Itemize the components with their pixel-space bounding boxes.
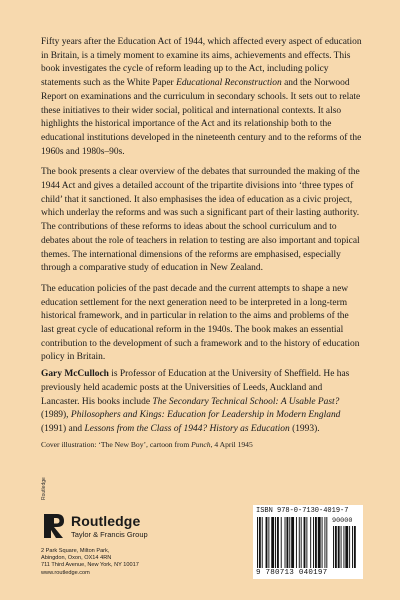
publisher-name: Routledge [71,513,141,529]
barcode-bar [268,517,269,568]
isbn-barcode [253,505,363,579]
addon-bar [338,526,340,568]
publisher-vertical-mark: Routledge [41,477,47,500]
addon-bar [345,526,348,568]
barcode-bar [281,517,282,568]
blurb-paragraph-2 [41,166,363,276]
addon-bar [343,526,344,568]
text-run: and the Norwood Report on examinations and the curriculum in secondary schools. It sets out to relate these initiatives to their wider social, political and international contexts. It also highlights the historical importance of the Act and its relationship both to the educational institutions developed in the nineteenth century and to the reforms of the 1960s and 1980s–90s. [41,78,362,157]
barcode-bar [299,517,300,568]
barcode-bar [259,517,261,568]
address-line: 2 Park Square, Milton Park, [41,548,110,554]
italic-title: Philosophers and Kings: Education for Leadership in Modern England [70,410,341,421]
addon-bar [333,526,334,568]
addon-bar [341,526,342,568]
barcode-bar [304,517,306,568]
barcode-bar [271,517,274,568]
barcode-bar [326,517,327,568]
barcode-bar [324,517,325,568]
price-addon-digits: 90000 [332,517,353,525]
text-run: (1991) and [41,423,85,434]
isbn-label: ISBN 978-0-7130-4019-7 [256,507,349,515]
barcode-bar [286,517,288,568]
italic-title: Lessons from the Class of 1944? History as Education [84,423,290,434]
ean-digits: 9 780713 040197 [256,569,328,577]
text-run: Cover illustration: ‘The New Boy’, cartoon from [41,439,192,449]
publisher-group: Taylor & Francis Group [71,530,148,539]
text-run: (1993). [289,423,320,434]
barcode-bar [277,517,279,568]
barcode-bar [285,517,286,568]
address-line: 711 Third Avenue, New York, NY 10017 [41,562,139,569]
blurb-paragraph-3 [41,283,363,365]
publisher-logo [41,511,211,541]
blurb-paragraph-1 [41,36,363,159]
author-bio [41,368,363,437]
barcode-bar [296,517,297,568]
addon-bar [352,526,353,568]
barcode-bar [313,517,314,568]
barcode-bar [306,517,307,568]
barcode-bar [257,517,258,568]
barcode-bar [318,517,321,568]
addon-bar [354,526,356,568]
address-line: www.routledge.com [41,569,90,576]
text-run: The education policies of the past decade and the current attempts to shape a new education settlement for the next generation need to be interpreted in a long-term historical framework, and in particular in relation to the aims and problems of the last great cycle of educational reform in the 1940s. The book makes an essential contribution to the development of such a framework and to the history of education policy in Britain. [41,283,360,363]
barcode-bar [310,517,311,568]
barcode-bar [289,517,290,568]
publisher-address [41,548,241,577]
text-run: (1989), [41,410,71,421]
text-run: The book presents a clear overview of the debates that surrounded the making of the 1944 Act and gives a detailed account of the tripartite divisions into ‘three types of child’ that it sanctioned. It also emphasises the idea of education as a civic project, which underlay the reforms and was such a significant part of their lasting authority. The contributions of these reforms to ideas about the school curriculum and to debates about the role of teachers in relation to testing are also important and topical themes. The international dimensions of the reforms are emphasised, especially through a comparative study of education in New Zealand. [41,167,360,274]
text-run: , 4 April 1945 [210,439,253,449]
barcode-bar [275,517,276,568]
address-line: Abingdon, Oxon, OX14 4RN [41,555,112,562]
cover-illustration-credit [41,440,363,450]
italic-title: Punch [191,439,211,449]
italic-title: The Secondary Technical School: A Usable Past? [152,396,340,407]
text-run: is Professor of Education at the University of Sheffield. He has previously held academic posts at the Universities of Leeds, Auckland and Lancaster. His books include [41,369,350,407]
addon-bar [335,526,337,568]
back-cover-blurb [41,36,363,450]
routledge-logo-icon [41,511,67,541]
barcode-bar [301,517,302,568]
barcode-bar [291,517,294,568]
barcode-bar [262,517,263,568]
text-run: Fifty years after the Education Act of 1944, which affected every aspect of education in Britain, is a timely moment to examine its aims, achievements and effects. This book investigates the cycle of reform leading up to the Act, including policy statements such as the White Paper [41,37,362,89]
barcode-bar [322,517,323,568]
barcode-bar [315,517,317,568]
bold-name: Gary McCulloch [41,369,109,380]
italic-title: Educational Reconstruction [176,78,282,89]
barcode-bar [266,517,268,568]
addon-bar [349,526,350,568]
